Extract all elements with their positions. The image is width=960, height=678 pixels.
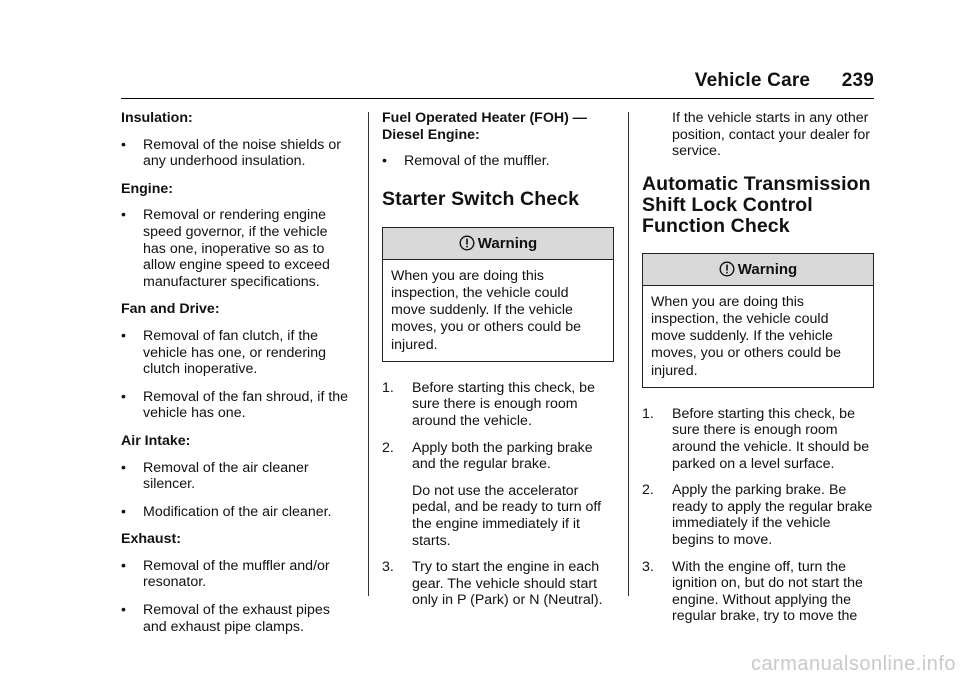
page-header — [695, 70, 874, 92]
bullet-icon: • — [382, 153, 387, 170]
list-item: • Removal of the fan shroud, if the vehicle has one. — [121, 388, 349, 422]
subheading-fan-and-drive: Fan and Drive: — [121, 301, 220, 318]
list-item: • Removal of fan clutch, if the vehicle has one, or rendering clutch inoperative. — [121, 327, 326, 378]
step-note: Do not use the accelerator pedal, and be ready to turn off the engine immediately if it starts. — [412, 482, 602, 549]
watermark: carmanualsonline.info — [750, 653, 956, 675]
column-divider — [368, 112, 369, 596]
warning-header — [383, 228, 613, 260]
bullet-icon: • — [121, 136, 126, 153]
list-item: • Removal of the noise shields or any underhood insulation. — [121, 136, 341, 170]
column-divider — [628, 112, 629, 596]
subheading-engine: Engine: — [121, 180, 174, 197]
warning-text: When you are doing this inspection, the vehicle could move suddenly. If the vehicle moves, you or others could be injured. — [391, 267, 582, 353]
list-item: • Removal of the air cleaner silencer. — [121, 459, 309, 493]
bullet-icon: • — [121, 503, 126, 520]
numbered-step: 2. Apply the parking brake. Be ready to apply the regular brake immediately if the vehicle begins to move. — [642, 482, 873, 548]
page-number: 239 — [841, 70, 874, 91]
warning-header — [643, 254, 873, 286]
subheading-air-intake: Air Intake: — [121, 432, 191, 449]
warning-text: When you are doing this inspection, the vehicle could move suddenly. If the vehicle moves, you or others could be injured. — [651, 293, 842, 379]
warning-icon — [719, 257, 735, 288]
warning-icon — [459, 231, 475, 262]
column-2 — [382, 110, 614, 619]
subheading-insulation: Insulation: — [121, 110, 193, 126]
column-1 — [121, 110, 353, 646]
warning-box — [382, 227, 614, 362]
warning-title: Warning — [477, 234, 538, 252]
list-item: • Removal or rendering engine speed governor, if the vehicle has one, inoperative so as to allow engine speed to exceed manufacturer specifications. — [121, 207, 330, 290]
list-item: • Removal of the muffler. — [382, 153, 550, 170]
list-item: • Removal of the muffler and/or resonator. — [121, 557, 330, 591]
numbered-step: 1. Before starting this check, be sure there is enough room around the vehicle. — [382, 379, 595, 429]
bullet-icon: • — [121, 459, 126, 476]
numbered-step: 3. With the engine off, turn the ignition on, but do not start the engine. Without applying the regular brake, try to move the — [642, 558, 863, 625]
bullet-icon: • — [121, 557, 126, 574]
list-item: • Removal of the exhaust pipes and exhaust pipe clamps. — [121, 602, 330, 635]
section-title: Vehicle Care — [694, 70, 811, 91]
continued-step-text: If the vehicle starts in any other position, contact your dealer for service. — [672, 110, 870, 160]
header-rule — [121, 98, 874, 99]
bullet-icon: • — [121, 327, 126, 344]
numbered-step: 3. Try to start the engine in each gear. The vehicle should start only in P (Park) or N (Neutral). — [382, 559, 603, 609]
numbered-step: 2. Apply both the parking brake and the regular brake. — [382, 439, 593, 473]
numbered-step: 1. Before starting this check, be sure there is enough room around the vehicle. It should be parked on a level surface. — [642, 405, 870, 472]
section-heading-shift-lock-check: Automatic Transmission Shift Lock Control Function Check — [642, 172, 871, 237]
bullet-icon: • — [121, 388, 126, 405]
warning-title: Warning — [737, 260, 798, 278]
subheading-fuel-operated-heater: Fuel Operated Heater (FOH) — Diesel Engine: — [382, 110, 587, 143]
list-item: • Modification of the air cleaner. — [121, 503, 332, 520]
bullet-icon: • — [121, 207, 126, 224]
warning-box — [642, 253, 874, 388]
bullet-icon: • — [121, 602, 126, 619]
subheading-exhaust: Exhaust: — [121, 531, 181, 548]
section-heading-starter-switch-check: Starter Switch Check — [382, 187, 580, 210]
column-3 — [642, 110, 874, 635]
